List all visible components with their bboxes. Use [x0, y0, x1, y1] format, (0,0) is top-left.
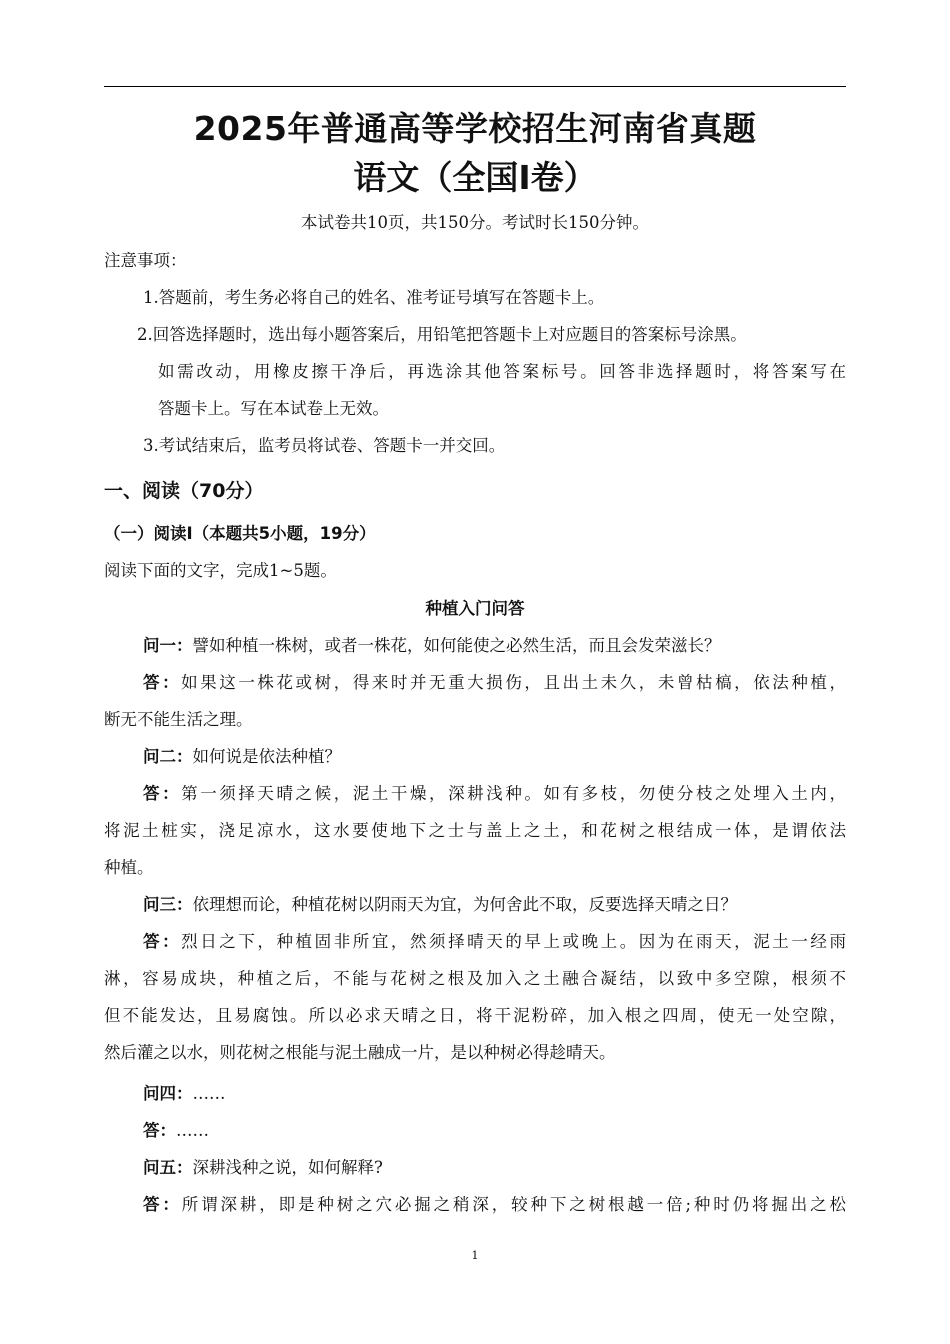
question-4	[143, 1079, 226, 1109]
note-item-1: 1.答题前，考生务必将自己的姓名、准考证号填写在答题卡上。	[143, 288, 605, 307]
question-text: 如何说是依法种植？	[192, 747, 341, 766]
question-label: 问五：	[143, 1158, 193, 1177]
answer-label: 答：	[143, 932, 182, 951]
note-item-2-line-2: 如需改动，用橡皮擦干净后，再选涂其他答案标号。回答非选择题时，将答案写在	[158, 362, 846, 381]
header-rule	[104, 86, 846, 87]
note-item-2-line-3: 答题卡上。写在本试卷上无效。	[158, 399, 389, 418]
answer-text: 烈日之下，种植固非所宜，然须择晴天的早上或晚上。因为在雨天，泥土一经雨	[181, 932, 847, 951]
answer-3-line-3: 但不能发达，且易腐蚀。所以必求天晴之日，将干泥粉碎，加入根之四周，使无一处空隙，	[104, 1006, 846, 1025]
answer-text: ……	[176, 1121, 209, 1140]
subsection-title: （一）阅读Ⅰ（本题共5小题，19分）	[104, 524, 376, 543]
answer-2-line-1	[143, 779, 846, 809]
question-text: 譬如种植一株树，或者一株花，如何能使之必然生活，而且会发荣滋长？	[192, 636, 721, 655]
answer-label: 答：	[143, 1121, 176, 1140]
question-label: 问四：	[143, 1084, 193, 1103]
question-2	[143, 742, 341, 772]
answer-3-line-2: 淋，容易成块，种植之后，不能与花树之根及加入之土融合凝结，以致中多空隙，根须不	[104, 969, 846, 988]
note-item-2-line-1: 2.回答选择题时，选出每小题答案后，用铅笔把答题卡上对应题目的答案标号涂黑。	[137, 325, 747, 344]
answer-3-line-1	[143, 927, 846, 957]
question-5	[143, 1153, 383, 1183]
question-text: 依理想而论，种植花树以阴雨天为宜，为何舍此不取，反要选择天晴之日？	[192, 895, 737, 914]
section-title: 一、阅读（70分）	[104, 480, 264, 502]
answer-2-line-2: 将泥土桩实，浇足凉水，这水要使地下之士与盖上之土，和花树之根结成一体，是谓依法	[104, 821, 846, 840]
answer-2-line-3: 种植。	[104, 858, 154, 877]
answer-text: 所谓深耕，即是种树之穴必掘之稍深，较种下之树根越一倍;种时仍将掘出之松	[181, 1195, 847, 1214]
reading-instruction: 阅读下面的文字，完成1~5题。	[104, 561, 337, 580]
answer-3-line-4: 然后灌之以水，则花树之根能与泥土融成一片，是以种树必得趁晴天。	[104, 1043, 616, 1062]
answer-label: 答：	[143, 784, 182, 803]
answer-text: 如果这一株花或树，得来时并无重大损伤，且出土未久，未曾枯槁，依法种植，	[181, 673, 847, 692]
question-3	[143, 890, 737, 920]
note-item-3: 3.考试结束后，监考员将试卷、答题卡一并交回。	[143, 436, 506, 455]
notes-heading: 注意事项：	[104, 251, 187, 270]
answer-5-line-1	[143, 1190, 846, 1220]
question-label: 问二：	[143, 747, 193, 766]
answer-4	[143, 1116, 209, 1146]
question-1	[143, 631, 721, 661]
question-label: 问一：	[143, 636, 193, 655]
article-title: 种植入门问答	[425, 599, 525, 618]
exam-info: 本试卷共10页，共150分。考试时长150分钟。	[301, 213, 649, 232]
answer-1-line-1	[143, 668, 846, 698]
question-text: 深耕浅种之说，如何解释?	[192, 1158, 383, 1177]
page-number: 1	[471, 1249, 479, 1262]
answer-1-line-2: 断无不能生活之理。	[104, 710, 253, 729]
answer-label: 答：	[143, 1195, 182, 1214]
exam-title: 2025年普通高等学校招生河南省真题	[193, 109, 757, 148]
question-text: ……	[192, 1084, 226, 1103]
answer-label: 答：	[143, 673, 182, 692]
answer-text: 第一须择天晴之候，泥土干燥，深耕浅种。如有多枝，勿使分枝之处埋入土内，	[181, 784, 847, 803]
exam-subtitle: 语文（全国Ⅰ卷）	[353, 158, 597, 197]
question-label: 问三：	[143, 895, 193, 914]
